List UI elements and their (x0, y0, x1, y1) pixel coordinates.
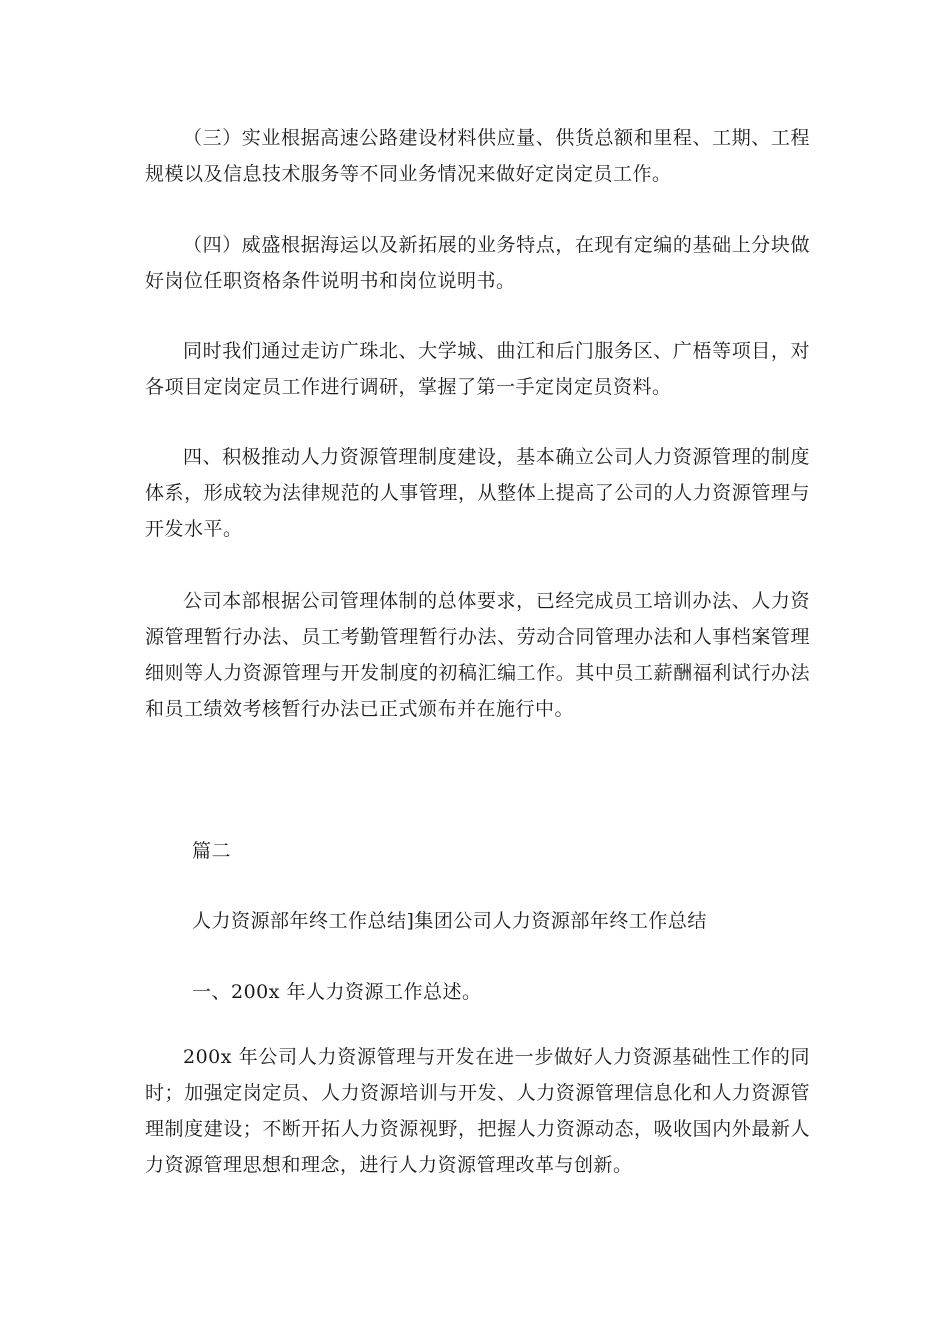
paragraph-survey: 同时我们通过走访广珠北、大学城、曲江和后门服务区、广梧等项目，对各项目定岗定员工作进行调研，掌握了第一手定岗定员资料。 (145, 340, 810, 398)
paragraph-weisheng: （四）威盛根据海运以及新拓展的业务特点，在现有定编的基础上分块做好岗位任职资格条件说明书和岗位说明书。 (145, 234, 810, 292)
section-label: 篇二 (192, 840, 232, 862)
paragraph-shiye: （三）实业根据高速公路建设材料供应量、供货总额和里程、工期、工程规模以及信息技术服务等不同业务情况来做好定岗定员工作。 (145, 127, 810, 185)
paragraph-overview: 200x 年公司人力资源管理与开发在进一步做好人力资源基础性工作的同时；加强定岗定员、人力资源培训与开发、人力资源管理信息化和人力资源管理制度建设；不断开拓人力资源视野，把握人力资源动态，吸收国内外最新人力资源管理思想和理念，进行人力资源管理改革与创新。 (145, 1046, 810, 1176)
paragraph-section-four: 四、积极推动人力资源管理制度建设，基本确立公司人力资源管理的制度体系，形成较为法律规范的人事管理，从整体上提高了公司的人力资源管理与开发水平。 (145, 446, 810, 540)
heading-one: 一、200x 年人力资源工作总述。 (192, 981, 482, 1003)
section-title: 人力资源部年终工作总结]集团公司人力资源部年终工作总结 (192, 910, 707, 932)
paragraph-headquarters: 公司本部根据公司管理体制的总体要求，已经完成员工培训办法、人力资源管理暂行办法、员工考勤管理暂行办法、劳动合同管理办法和人事档案管理细则等人力资源管理与开发制度的初稿汇编工作。其中员工薪酬福利试行办法和员工绩效考核暂行办法已正式颁布并在施行中。 (145, 590, 810, 720)
